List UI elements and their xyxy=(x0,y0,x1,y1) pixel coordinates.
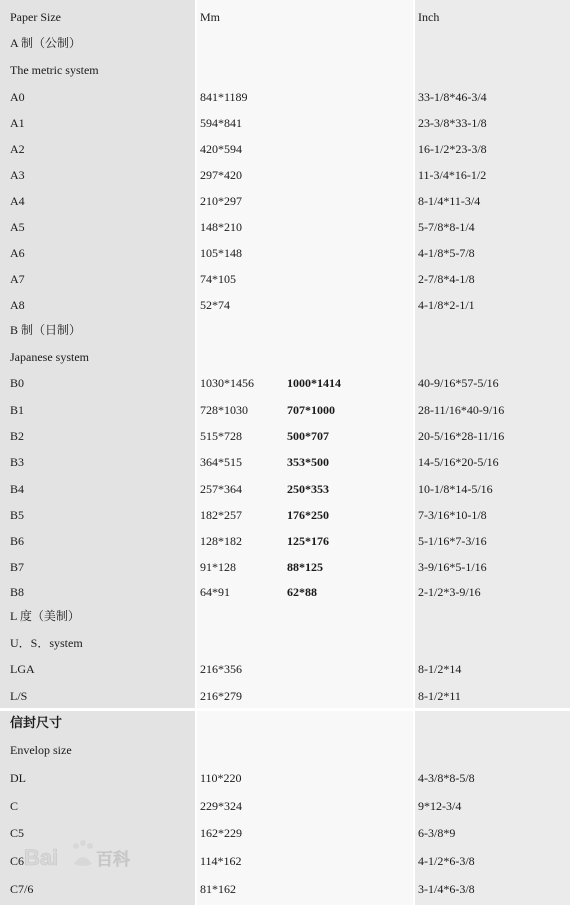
table-row xyxy=(0,683,570,709)
table-row xyxy=(0,370,570,396)
table-row xyxy=(0,423,570,449)
inch-cell: 7-3/16*10-1/8 xyxy=(418,508,487,522)
section-title-envelope xyxy=(0,710,570,736)
table-row xyxy=(0,162,570,188)
header-mm: Mm xyxy=(200,10,221,24)
section-label-en: Envelop size xyxy=(10,743,72,757)
table-row xyxy=(0,266,570,292)
mm-cell: 841*1189 xyxy=(200,90,248,104)
mm-cell: 64*91 xyxy=(200,585,230,599)
size-cell: B1 xyxy=(10,403,25,417)
inch-cell: 4-1/8*5-7/8 xyxy=(418,246,475,260)
mm-cell: 728*1030 xyxy=(200,403,248,417)
header-row xyxy=(0,4,570,30)
section-subtitle-a xyxy=(0,57,570,83)
mm-alt-cell: 250*353 xyxy=(287,482,329,496)
size-cell: A5 xyxy=(10,220,25,234)
table-row xyxy=(0,397,570,423)
size-cell: C6 xyxy=(10,854,25,868)
size-cell: A4 xyxy=(10,194,25,208)
inch-cell: 23-3/8*33-1/8 xyxy=(418,116,487,130)
section-subtitle-b xyxy=(0,344,570,370)
inch-cell: 9*12-3/4 xyxy=(418,799,462,813)
mm-cell: 210*297 xyxy=(200,194,242,208)
inch-cell: 28-11/16*40-9/16 xyxy=(418,403,505,417)
table-row xyxy=(0,476,570,502)
table-row xyxy=(0,765,570,791)
inch-cell: 8-1/2*11 xyxy=(418,689,461,703)
table-row xyxy=(0,554,570,580)
section-title-a xyxy=(0,30,570,56)
svg-text:Bai: Bai xyxy=(24,845,59,870)
size-cell: LGA xyxy=(10,662,35,676)
mm-cell: 257*364 xyxy=(200,482,242,496)
section-label-cn: L 度（美制） xyxy=(10,609,80,623)
mm-alt-cell: 88*125 xyxy=(287,560,323,574)
table-row xyxy=(0,656,570,682)
section-label-cn: A 制（公制） xyxy=(10,36,82,50)
section-label-en: U．S．system xyxy=(10,636,83,650)
svg-text:百科: 百科 xyxy=(96,850,130,870)
size-cell: A8 xyxy=(10,298,25,312)
section-label-en: Japanese system xyxy=(10,350,89,364)
size-cell: A7 xyxy=(10,272,25,286)
mm-cell: 420*594 xyxy=(200,142,242,156)
inch-cell: 6-3/8*9 xyxy=(418,826,456,840)
table-row xyxy=(0,793,570,819)
size-cell: A3 xyxy=(10,168,25,182)
mm-cell: 594*841 xyxy=(200,116,242,130)
mm-alt-cell: 1000*1414 xyxy=(287,376,341,390)
mm-alt-cell: 500*707 xyxy=(287,429,329,443)
header-paper-size: Paper Size xyxy=(10,10,61,24)
mm-alt-cell: 62*88 xyxy=(287,585,317,599)
inch-cell: 2-1/2*3-9/16 xyxy=(418,585,481,599)
section-title-b xyxy=(0,317,570,343)
mm-alt-cell: 125*176 xyxy=(287,534,329,548)
table-row xyxy=(0,579,570,605)
inch-cell: 4-3/8*8-5/8 xyxy=(418,771,475,785)
mm-cell: 216*356 xyxy=(200,662,242,676)
inch-cell: 20-5/16*28-11/16 xyxy=(418,429,505,443)
table-row xyxy=(0,820,570,846)
size-cell: A2 xyxy=(10,142,25,156)
header-inch: Inch xyxy=(418,10,440,24)
size-cell: C xyxy=(10,799,19,813)
inch-cell: 14-5/16*20-5/16 xyxy=(418,455,499,469)
size-cell: A0 xyxy=(10,90,25,104)
mm-cell: 297*420 xyxy=(200,168,242,182)
mm-cell: 81*162 xyxy=(200,882,236,896)
inch-cell: 33-1/8*46-3/4 xyxy=(418,90,487,104)
section-label-cn: 信封尺寸 xyxy=(10,715,63,730)
inch-cell: 16-1/2*23-3/8 xyxy=(418,142,487,156)
mm-cell: 128*182 xyxy=(200,534,242,548)
section-label-cn: B 制（日制） xyxy=(10,323,82,337)
table-row xyxy=(0,449,570,475)
size-cell: B4 xyxy=(10,482,25,496)
inch-cell: 8-1/2*14 xyxy=(418,662,462,676)
table-row xyxy=(0,528,570,554)
size-cell: C7/6 xyxy=(10,882,34,896)
size-cell: C5 xyxy=(10,826,25,840)
table-row xyxy=(0,240,570,266)
mm-cell: 162*229 xyxy=(200,826,242,840)
inch-cell: 8-1/4*11-3/4 xyxy=(418,194,481,208)
mm-alt-cell: 353*500 xyxy=(287,455,329,469)
inch-cell: 4-1/8*2-1/1 xyxy=(418,298,475,312)
size-cell: A1 xyxy=(10,116,25,130)
size-cell: B6 xyxy=(10,534,25,548)
table-row xyxy=(0,848,570,874)
inch-cell: 3-9/16*5-1/16 xyxy=(418,560,487,574)
mm-cell: 364*515 xyxy=(200,455,242,469)
mm-alt-cell: 707*1000 xyxy=(287,403,335,417)
size-cell: B3 xyxy=(10,455,25,469)
section-subtitle-envelope xyxy=(0,737,570,763)
size-cell: B7 xyxy=(10,560,25,574)
size-cell: DL xyxy=(10,771,26,785)
mm-cell: 110*220 xyxy=(200,771,242,785)
size-cell: A6 xyxy=(10,246,25,260)
mm-cell: 1030*1456 xyxy=(200,376,254,390)
inch-cell: 3-1/4*6-3/8 xyxy=(418,882,475,896)
mm-cell: 114*162 xyxy=(200,854,242,868)
mm-cell: 515*728 xyxy=(200,429,242,443)
mm-cell: 229*324 xyxy=(200,799,242,813)
size-cell: B2 xyxy=(10,429,25,443)
table-row xyxy=(0,110,570,136)
size-cell: B0 xyxy=(10,376,25,390)
inch-cell: 5-1/16*7-3/16 xyxy=(418,534,487,548)
size-cell: B5 xyxy=(10,508,25,522)
mm-cell: 182*257 xyxy=(200,508,242,522)
mm-cell: 52*74 xyxy=(200,298,230,312)
section-subtitle-l xyxy=(0,630,570,656)
mm-cell: 148*210 xyxy=(200,220,242,234)
table-row xyxy=(0,214,570,240)
inch-cell: 40-9/16*57-5/16 xyxy=(418,376,499,390)
table-row xyxy=(0,876,570,902)
table-row xyxy=(0,502,570,528)
mm-cell: 105*148 xyxy=(200,246,242,260)
table-row xyxy=(0,136,570,162)
mm-alt-cell: 176*250 xyxy=(287,508,329,522)
table-row xyxy=(0,84,570,110)
inch-cell: 10-1/8*14-5/16 xyxy=(418,482,493,496)
mm-cell: 74*105 xyxy=(200,272,236,286)
section-label-en: The metric system xyxy=(10,63,99,77)
mm-cell: 216*279 xyxy=(200,689,242,703)
size-cell: B8 xyxy=(10,585,25,599)
section-title-l xyxy=(0,603,570,629)
inch-cell: 11-3/4*16-1/2 xyxy=(418,168,487,182)
table-row xyxy=(0,292,570,318)
size-cell: L/S xyxy=(10,689,28,703)
inch-cell: 5-7/8*8-1/4 xyxy=(418,220,475,234)
mm-cell: 91*128 xyxy=(200,560,236,574)
inch-cell: 2-7/8*4-1/8 xyxy=(418,272,475,286)
inch-cell: 4-1/2*6-3/8 xyxy=(418,854,475,868)
table-row xyxy=(0,188,570,214)
